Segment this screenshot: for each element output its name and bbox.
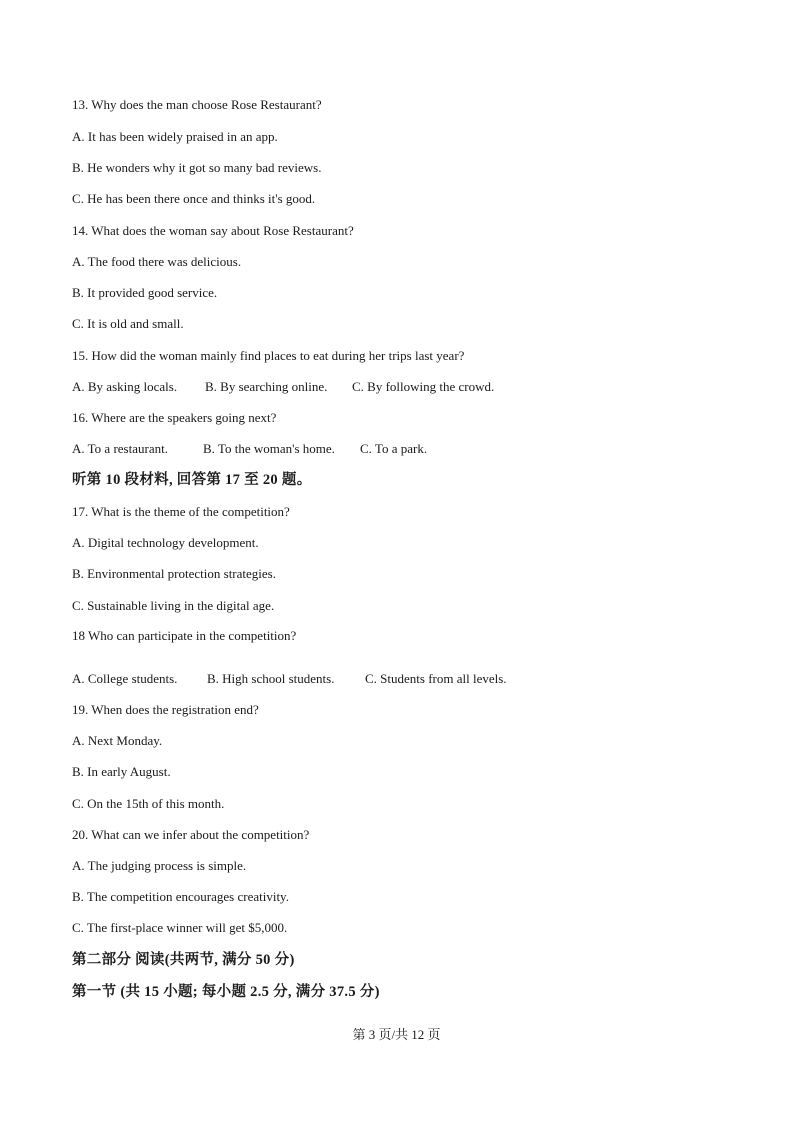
q18-option-a: A. College students. — [72, 671, 178, 686]
part-two-heading: 第二部分 阅读(共两节, 满分 50 分) — [72, 952, 295, 968]
q19-option-a: A. Next Monday. — [72, 733, 163, 748]
q20-option-b: B. The competition encourages creativity. — [72, 889, 289, 904]
q14-option-b: B. It provided good service. — [72, 285, 218, 300]
q13-option-b: B. He wonders why it got so many bad reviews. — [72, 160, 322, 175]
question-17: 17. What is the theme of the competition? — [72, 504, 290, 519]
q20-option-a: A. The judging process is simple. — [72, 858, 247, 873]
section-instruction: 听第 10 段材料, 回答第 17 至 20 题。 — [72, 472, 312, 488]
question-15: 15. How did the woman mainly find places to eat during her trips last year? — [72, 348, 465, 363]
page-number: 第 3 页/共 12 页 — [352, 1027, 441, 1042]
q15-options — [72, 379, 494, 395]
q19-option-b: B. In early August. — [72, 764, 171, 779]
question-13: 13. Why does the man choose Rose Restaurant? — [72, 97, 322, 112]
question-19: 19. When does the registration end? — [72, 702, 259, 717]
q16-option-b: B. To the woman's home. — [203, 441, 335, 456]
q18-option-b: B. High school students. — [207, 671, 335, 686]
q17-option-b: B. Environmental protection strategies. — [72, 566, 276, 581]
q20-option-c: C. The first-place winner will get $5,000. — [72, 920, 288, 935]
q16-option-a: A. To a restaurant. — [72, 441, 168, 456]
q13-option-a: A. It has been widely praised in an app. — [72, 129, 278, 144]
q16-option-c: C. To a park. — [360, 441, 428, 456]
q14-option-a: A. The food there was delicious. — [72, 254, 242, 269]
question-20: 20. What can we infer about the competition? — [72, 827, 310, 842]
q15-option-b: B. By searching online. — [205, 379, 328, 394]
q17-option-c: C. Sustainable living in the digital age. — [72, 598, 275, 613]
question-14: 14. What does the woman say about Rose Restaurant? — [72, 223, 354, 238]
question-18: 18 Who can participate in the competition? — [72, 628, 297, 643]
q15-option-c: C. By following the crowd. — [352, 379, 495, 394]
q17-option-a: A. Digital technology development. — [72, 535, 259, 550]
section-one-heading: 第一节 (共 15 小题; 每小题 2.5 分, 满分 37.5 分) — [72, 984, 380, 1000]
q18-options — [72, 671, 507, 687]
q16-options — [72, 441, 427, 457]
question-16: 16. Where are the speakers going next? — [72, 410, 277, 425]
q19-option-c: C. On the 15th of this month. — [72, 796, 225, 811]
q18-option-c: C. Students from all levels. — [365, 671, 507, 686]
q15-option-a: A. By asking locals. — [72, 379, 178, 394]
q13-option-c: C. He has been there once and thinks it's good. — [72, 191, 316, 206]
q14-option-c: C. It is old and small. — [72, 316, 184, 331]
